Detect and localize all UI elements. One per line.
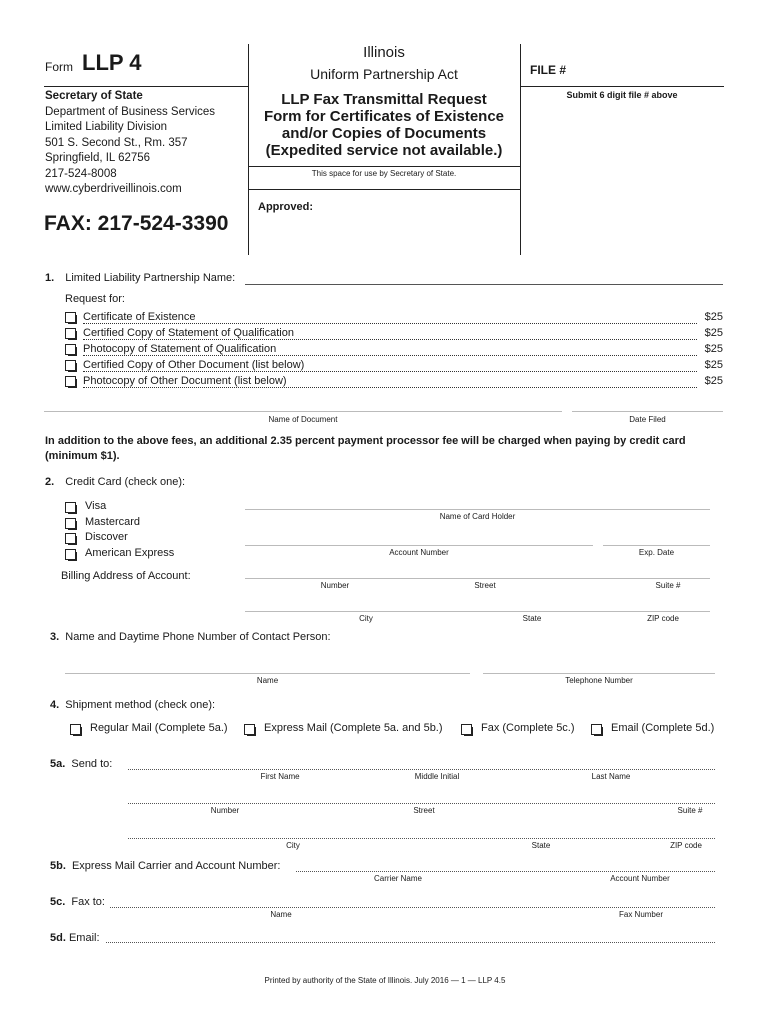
photocopy-qualification-checkbox[interactable] (65, 344, 76, 355)
contact-name-caption: Name (256, 676, 279, 685)
request-item-price: $25 (704, 359, 723, 371)
card-holder-field[interactable] (245, 509, 710, 510)
send-number-caption: Number (210, 806, 240, 815)
shipment-option-label: Email (Complete 5d.) (611, 722, 715, 734)
carrier-name-caption: Carrier Name (373, 874, 422, 883)
section-2-number: 2. (45, 476, 55, 488)
request-item-price: $25 (704, 327, 723, 339)
act-name: Uniform Partnership Act (310, 66, 458, 82)
card-option-label: Discover (85, 531, 128, 543)
photocopy-other-checkbox[interactable] (65, 376, 76, 387)
shipment-option-label: Regular Mail (Complete 5a.) (90, 722, 228, 734)
fax-number: FAX: 217-524-3390 (44, 212, 229, 235)
title-line: Form for Certificates of Existence (263, 108, 505, 125)
request-item-label: Certified Copy of Statement of Qualification (83, 327, 297, 339)
american-express-checkbox[interactable] (65, 549, 76, 560)
fax-number-caption: Fax Number (618, 910, 663, 919)
credit-card-label: Credit Card (check one): (65, 476, 186, 488)
certificate-existence-checkbox[interactable] (65, 312, 76, 323)
form-code: LLP 4 (82, 50, 142, 75)
carrier-account-caption: Account Number (610, 874, 670, 883)
regular-mail-checkbox[interactable] (70, 724, 81, 735)
title-line: LLP Fax Transmittal Request (281, 91, 487, 108)
request-for-label: Request for: (65, 293, 125, 305)
approved-label: Approved: (258, 201, 313, 213)
request-item (83, 311, 723, 326)
contact-name-field[interactable] (65, 673, 470, 674)
section-5b-number: 5b. (50, 860, 66, 872)
last-name-caption: Last Name (591, 772, 631, 781)
request-item (83, 359, 723, 374)
sos-use-note: This space for use by Secretary of State. (311, 169, 457, 178)
card-option-label: American Express (85, 547, 175, 559)
certified-copy-qualification-checkbox[interactable] (65, 328, 76, 339)
billing-city-caption: City (359, 614, 373, 623)
send-to-city-field[interactable] (128, 838, 715, 839)
document-name-field[interactable] (44, 411, 562, 412)
file-number-note: Submit 6 digit file # above (566, 90, 678, 100)
express-carrier-label: Express Mail Carrier and Account Number: (71, 860, 281, 872)
agency-line: 501 S. Second St., Rm. 357 (45, 136, 188, 149)
send-to-street-field[interactable] (128, 803, 715, 804)
request-item (83, 343, 723, 358)
billing-city-field[interactable] (245, 611, 710, 612)
billing-zip-caption: ZIP code (647, 614, 679, 623)
form-word: Form (45, 60, 73, 74)
contact-phone-field[interactable] (483, 673, 715, 674)
exp-date-field[interactable] (603, 545, 710, 546)
agency-block (45, 89, 215, 198)
shipment-method-label: Shipment method (check one): (65, 699, 216, 711)
form-title (248, 91, 520, 159)
send-suite-caption: Suite # (677, 806, 703, 815)
card-holder-caption: Name of Card Holder (439, 512, 516, 521)
send-to-label: Send to: (71, 758, 113, 770)
request-item-label: Photocopy of Statement of Qualification (83, 343, 279, 355)
request-item-label: Certificate of Existence (83, 311, 199, 323)
express-carrier-field[interactable] (296, 871, 715, 872)
email-field[interactable] (106, 942, 715, 943)
request-item-price: $25 (704, 375, 723, 387)
date-filed-field[interactable] (572, 411, 723, 412)
section-5d-number: 5d. (50, 932, 66, 944)
send-city-caption: City (286, 841, 300, 850)
account-number-field[interactable] (245, 545, 593, 546)
agency-line: Department of Business Services (45, 105, 216, 118)
fax-name-caption: Name (270, 910, 292, 919)
section-2 (45, 476, 185, 488)
discover-checkbox[interactable] (65, 533, 76, 544)
middle-initial-caption: Middle Initial (414, 772, 460, 781)
llp-name-label: Limited Liability Partnership Name: (65, 272, 236, 284)
certified-copy-other-checkbox[interactable] (65, 360, 76, 371)
title-line: and/or Copies of Documents (281, 125, 487, 142)
request-item (83, 327, 723, 342)
agency-website: www.cyberdriveillinois.com (45, 183, 182, 195)
file-number-field[interactable] (575, 60, 715, 78)
request-item-label: Photocopy of Other Document (list below) (83, 375, 290, 387)
express-mail-checkbox[interactable] (244, 724, 255, 735)
section-4-number: 4. (50, 699, 60, 711)
section-4 (50, 699, 215, 711)
agency-line: Springfield, IL 62756 (45, 152, 151, 164)
section-5d (50, 932, 100, 944)
exp-date-caption: Exp. Date (638, 548, 675, 557)
document-name-caption: Name of Document (268, 415, 338, 424)
section-5c-number: 5c. (50, 896, 66, 908)
shipment-option-label: Express Mail (Complete 5a. and 5b.) (264, 722, 443, 734)
state-name: Illinois (363, 44, 405, 61)
send-zip-caption: ZIP code (670, 841, 702, 850)
request-item-label: Certified Copy of Other Document (list below) (83, 359, 307, 371)
fax-to-field[interactable] (110, 907, 715, 908)
billing-street-field[interactable] (245, 578, 710, 579)
contact-person-label: Name and Daytime Phone Number of Contact Person: (65, 631, 331, 643)
section-1-number: 1. (45, 272, 55, 284)
fax-to-label: Fax to: (71, 896, 105, 908)
section-5a-number: 5a. (50, 758, 66, 770)
card-option-label: Mastercard (85, 516, 141, 528)
title-line: (Expedited service not available.) (265, 142, 503, 159)
footer-note: Printed by authority of the State of Illinois. July 2016 — 1 — LLP 4.5 (264, 976, 506, 985)
section-3 (50, 631, 331, 643)
section-1 (45, 272, 235, 284)
agency-line: Limited Liability Division (45, 121, 168, 133)
llp-name-field[interactable] (245, 284, 723, 285)
visa-checkbox[interactable] (65, 502, 76, 513)
email-checkbox[interactable] (591, 724, 602, 735)
billing-state-caption: State (522, 614, 542, 623)
fee-note: In addition to the above fees, an additional 2.35 percent payment processor fee will be charged when paying by credit card (minimum $1). (45, 435, 686, 462)
section-3-number: 3. (50, 631, 60, 643)
date-filed-caption: Date Filed (629, 415, 666, 424)
section-5a (50, 758, 112, 770)
agency-phone: 217-524-8008 (45, 167, 117, 180)
billing-street-caption: Street (474, 581, 496, 590)
approved-field[interactable] (320, 198, 510, 214)
send-state-caption: State (531, 841, 551, 850)
email-label: Email: (68, 932, 100, 944)
contact-phone-caption: Telephone Number (565, 676, 633, 685)
card-option-label: Visa (85, 500, 107, 512)
billing-address-label: Billing Address of Account: (61, 570, 191, 582)
send-street-caption: Street (413, 806, 435, 815)
section-5c (50, 896, 105, 908)
first-name-caption: First Name (260, 772, 300, 781)
send-to-name-field[interactable] (128, 769, 715, 770)
request-item-price: $25 (704, 343, 723, 355)
fax-checkbox[interactable] (461, 724, 472, 735)
mastercard-checkbox[interactable] (65, 518, 76, 529)
file-number-label: FILE # (530, 63, 567, 77)
request-item-price: $25 (704, 311, 723, 323)
billing-suite-caption: Suite # (655, 581, 681, 590)
shipment-option-label: Fax (Complete 5c.) (481, 722, 575, 734)
request-item (83, 375, 723, 390)
account-number-caption: Account Number (389, 548, 449, 557)
billing-number-caption: Number (320, 581, 350, 590)
section-5b (50, 860, 280, 872)
agency-name: Secretary of State (45, 90, 143, 102)
